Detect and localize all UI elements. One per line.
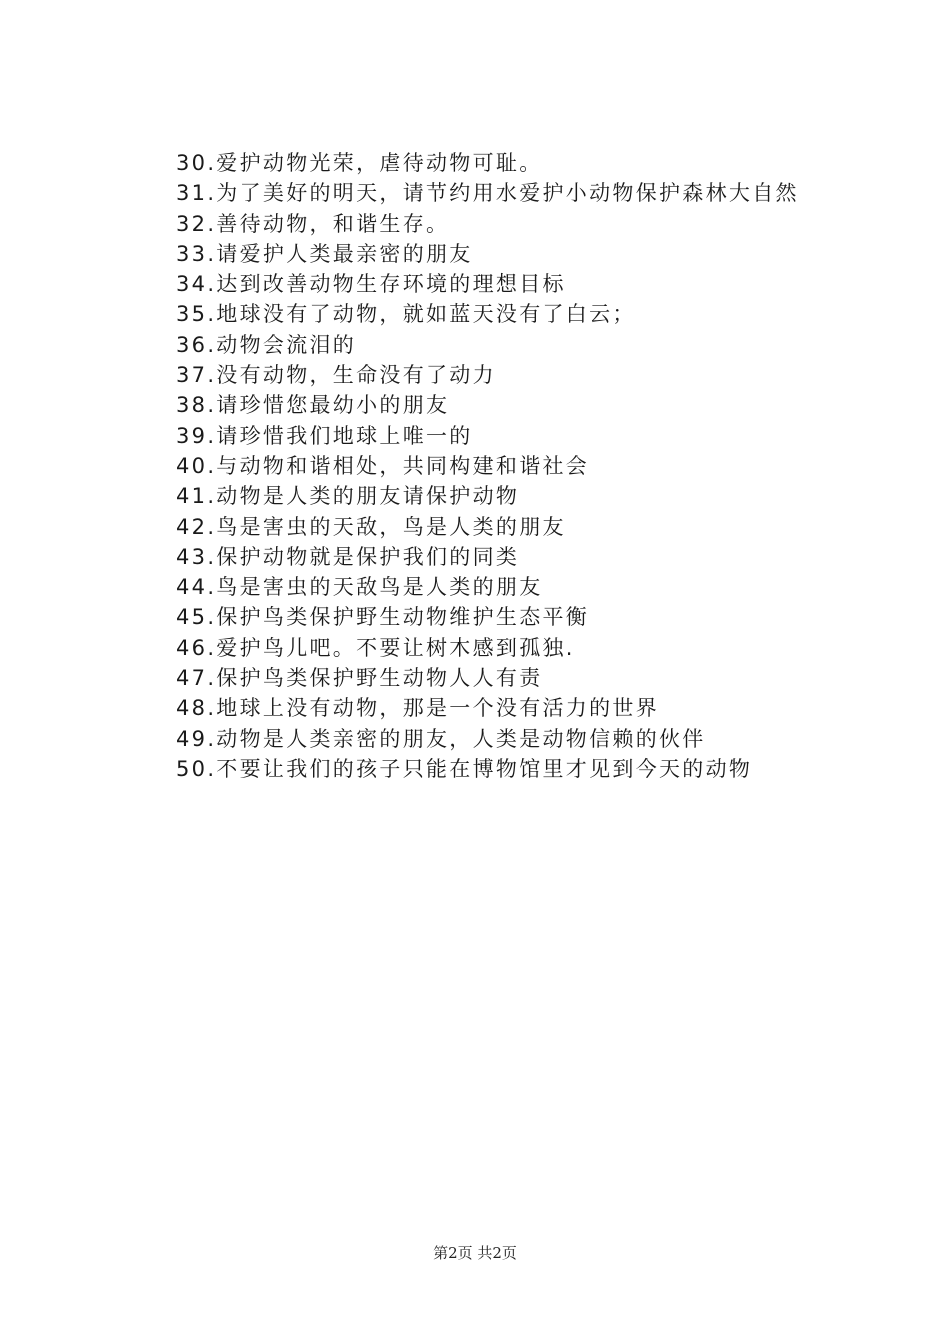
slogan-item: 47.保护鸟类保护野生动物人人有责 — [176, 666, 543, 691]
slogan-item: 44.鸟是害虫的天敌鸟是人类的朋友 — [176, 575, 543, 600]
slogan-item: 32.善待动物，和谐生存。 — [176, 211, 450, 236]
slogan-item: 49.动物是人类亲密的朋友，人类是动物信赖的伙伴 — [176, 726, 706, 751]
slogan-item: 40.与动物和谐相处，共同构建和谐社会 — [176, 453, 590, 478]
slogan-item: 36.动物会流泪的 — [176, 332, 357, 357]
slogan-item: 35.地球没有了动物，就如蓝天没有了白云； — [176, 302, 636, 327]
slogan-item: 30.爱护动物光荣，虐待动物可耻。 — [176, 151, 543, 175]
slogan-item: 37.没有动物，生命没有了动力 — [176, 363, 496, 388]
slogan-item: 41.动物是人类的朋友请保护动物 — [176, 484, 520, 509]
slogan-item: 43.保护动物就是保护我们的同类 — [176, 544, 520, 569]
slogan-item: 31.为了美好的明天，请节约用水爱护小动物保护森林大自然 — [176, 181, 799, 206]
slogan-item: 38.请珍惜您最幼小的朋友 — [176, 393, 450, 418]
slogan-item: 39.请珍惜我们地球上唯一的 — [176, 423, 473, 448]
slogan-item: 50.不要让我们的孩子只能在博物馆里才见到今天的动物 — [176, 756, 753, 781]
slogan-item: 48.地球上没有动物，那是一个没有活力的世界 — [176, 696, 659, 721]
slogan-item: 46.爱护鸟儿吧。不要让树木感到孤独. — [176, 635, 575, 660]
page-footer: 第2页 共2页 — [433, 1244, 517, 1262]
slogan-list — [130, 148, 830, 784]
slogan-item: 34.达到改善动物生存环境的理想目标 — [176, 272, 566, 297]
slogan-item: 45.保护鸟类保护野生动物维护生态平衡 — [176, 605, 590, 630]
slogan-item: 42.鸟是害虫的天敌，鸟是人类的朋友 — [176, 514, 566, 539]
slogan-item: 33.请爱护人类最亲密的朋友 — [176, 241, 473, 266]
